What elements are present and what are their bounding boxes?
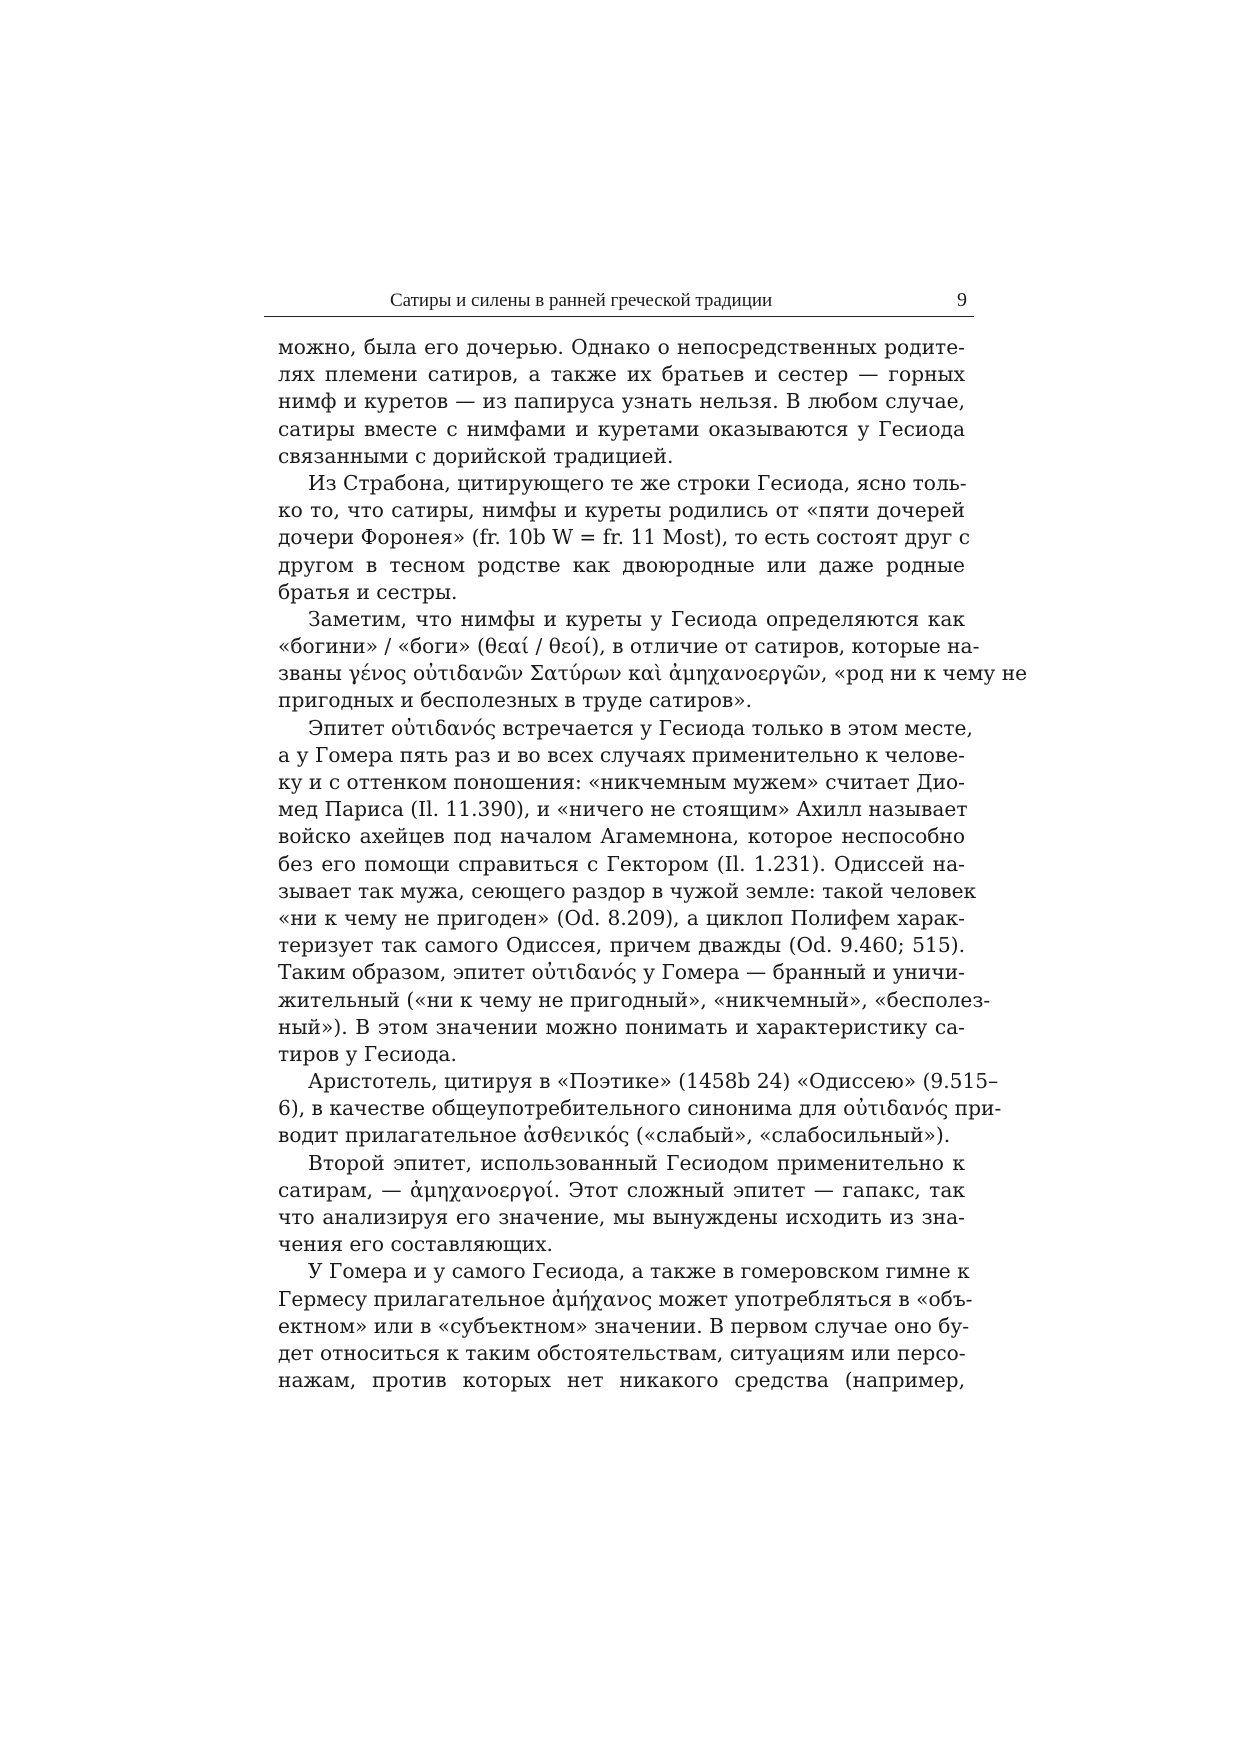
text-line: «ни к чему не пригоден» (Od. 8.209), а циклоп Полифем харак- [278,905,965,930]
paragraph [278,334,965,470]
text-line: ко то, что сатиры, нимфы и куреты родились от «пяти дочерей [278,498,965,523]
text-line: Гермесу прилагательное ἀμήχανος может употребляться в «объ- [278,1286,973,1311]
text-line: что анализируя его значение, мы вынуждены исходить из зна- [278,1205,965,1229]
text-line: лях племени сатиров, а также их братьев и сестер — горных [278,362,965,387]
paragraph [278,606,1028,715]
running-title: Сатиры и силены в ранней греческой традиции [390,290,773,311]
running-header [264,286,974,317]
text-line: дет относиться к таким обстоятельствам, ситуациям или персо- [278,1340,966,1365]
text-line: нимф и куретов — из папируса узнать нельзя. В любом случае, [278,389,965,414]
text-line: Из Страбона, цитирующего те же строки Гесиода, ясно толь- [308,470,967,495]
text-line: водит прилагательное ἀσθενικός («слабый», «слабосильный»). [278,1123,951,1148]
text-line: дочери Форонея» (fr. 10b W = fr. 11 Most), то есть состоят друг с [278,525,971,550]
paragraph [278,1258,973,1394]
text-line: войско ахейцев под началом Агамемнона, которое неспособно [278,824,965,849]
text-line: 6), в качестве общеупотребительного синонима для οὐτιδανός при- [278,1096,1002,1121]
text-line: связанными с дорийской традицией. [278,443,674,468]
text-line: другом в тесном родстве как двоюродные или даже родные [278,552,965,577]
text-line: пригодных и бесполезных в труде сатиров». [278,688,753,713]
text-line: теризует так самого Одиссея, причем дважды (Od. 9.460; 515). [278,933,965,958]
body-text [278,334,1028,1394]
text-line: жительный («ни к чему не пригодный», «никчемный», «бесполез- [278,987,991,1012]
paragraph [278,470,971,606]
text-line: ектном» или в «субъектном» значении. В первом случае оно бу- [278,1313,970,1338]
text-line: ку и с оттенком поношения: «никчемным мужем» считает Дио- [278,770,965,794]
text-line: чения его составляющих. [278,1232,553,1257]
paragraph [278,1068,1002,1150]
text-line: нажам, против которых нет никакого средства (например, [278,1368,965,1393]
text-line: сатиры вместе с нимфами и куретами оказываются у Гесиода [278,416,965,441]
text-line: можно, была его дочерью. Однако о непосредственных родите- [278,335,965,359]
text-line: званы γένος οὐτιδανῶν Σατύρων καὶ ἀμηχανοεργῶν, «род ни к чему не [278,661,1028,686]
text-line: Таким образом, эпитет οὐτιδανός у Гомера — бранный и уничи- [278,960,965,985]
paragraph [278,1150,965,1259]
text-line: без его помощи справиться с Гектором (Il. 1.231). Одиссей на- [278,851,965,876]
text-line: У Гомера и у самого Гесиода, а также в гомеровском гимне к [308,1259,970,1284]
text-line: Второй эпитет, использованный Гесиодом применительно к [308,1150,965,1175]
text-line: Аристотель, цитируя в «Поэтике» (1458b 24) «Одиссею» (9.515– [308,1069,999,1094]
text-line: братья и сестры. [278,579,458,604]
text-line: мед Париса (Il. 11.390), и «ничего не стоящим» Ахилл называет [278,797,968,822]
text-line: Эпитет οὐτιδανός встречается у Гесиода только в этом месте, [308,715,973,740]
text-line: ный»). В этом значении можно понимать и характеристику са- [278,1014,965,1039]
text-line: Заметим, что нимфы и куреты у Гесиода определяются как [308,606,965,631]
text-line: «богини» / «боги» (θεαί / θεοί), в отличие от сатиров, которые на- [278,634,980,659]
page-number: 9 [957,289,967,311]
text-line: сатирам, — ἀμηχανοεργοί. Этот сложный эпитет — гапакс, так [278,1177,965,1202]
text-line: зывает так мужа, сеющего раздор в чужой земле: такой человек [278,878,977,903]
paragraph [278,715,991,1068]
text-line: тиров у Гесиода. [278,1041,457,1066]
text-line: а у Гомера пять раз и во всех случаях применительно к челове- [278,742,965,767]
